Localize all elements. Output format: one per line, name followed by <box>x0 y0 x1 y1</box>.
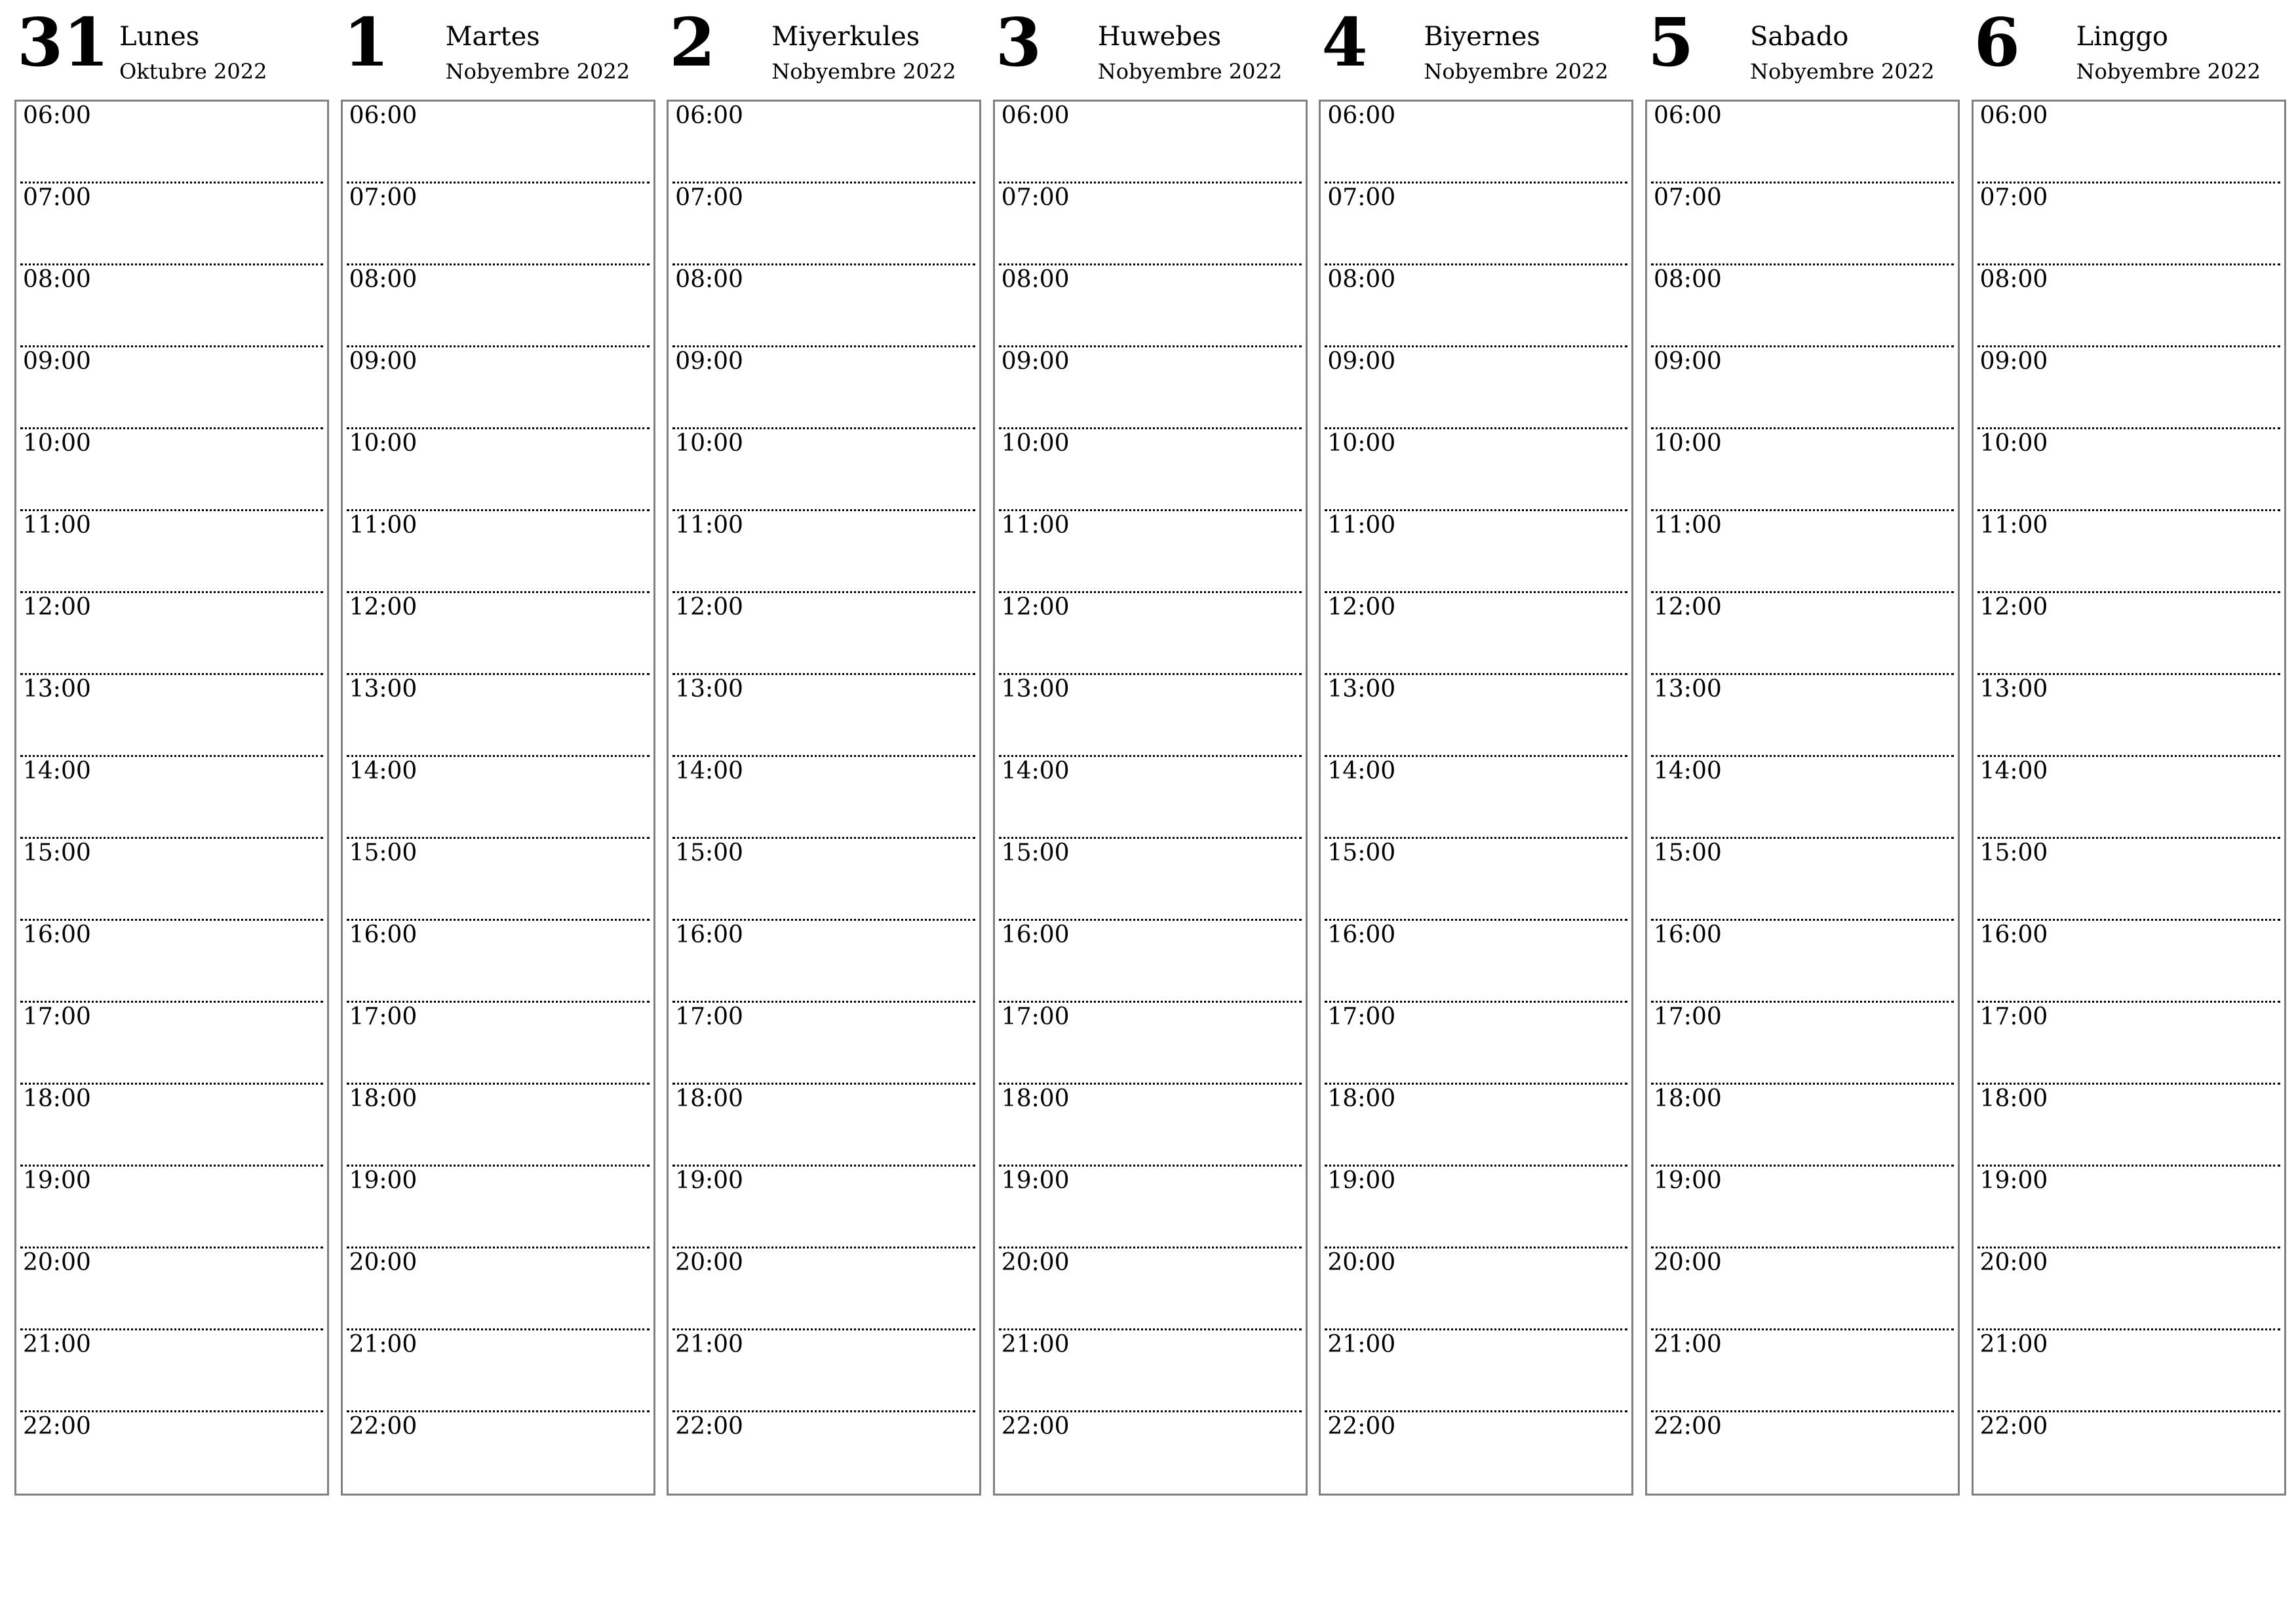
day-header <box>993 0 1306 98</box>
hour-slot[interactable] <box>1974 1412 2284 1494</box>
day-schedule-box[interactable] <box>1645 100 1960 1496</box>
hour-slot[interactable] <box>343 1167 653 1248</box>
hour-slot[interactable] <box>16 1085 327 1167</box>
hour-label: 16:00 <box>1001 921 1070 948</box>
hour-slot[interactable] <box>1974 347 2284 429</box>
hour-slot[interactable] <box>669 511 979 593</box>
hour-label: 09:00 <box>23 348 91 375</box>
day-schedule-box[interactable] <box>667 100 981 1496</box>
day-header <box>1972 0 2285 98</box>
hour-label: 13:00 <box>1327 676 1396 703</box>
hour-slot[interactable] <box>16 757 327 839</box>
hour-label: 15:00 <box>23 840 91 866</box>
hour-label: 14:00 <box>23 758 91 784</box>
hour-label: 15:00 <box>1654 840 1722 866</box>
hour-slot[interactable] <box>669 921 979 1003</box>
hour-label: 21:00 <box>1654 1331 1722 1358</box>
hour-slot[interactable] <box>1647 265 1958 347</box>
hour-label: 09:00 <box>1979 348 2048 375</box>
hour-slot[interactable] <box>995 1167 1306 1248</box>
hour-label: 19:00 <box>1327 1167 1396 1194</box>
hour-slot[interactable] <box>1974 675 2284 757</box>
hour-slot[interactable] <box>343 1412 653 1494</box>
weekday-name: Martes <box>445 22 540 52</box>
hour-label: 09:00 <box>349 348 418 375</box>
hour-slot[interactable] <box>669 839 979 921</box>
hour-label: 10:00 <box>23 430 91 457</box>
day-header <box>667 0 980 98</box>
hour-label: 17:00 <box>1979 1003 2048 1030</box>
hour-label: 18:00 <box>1001 1085 1070 1112</box>
hour-label: 19:00 <box>1654 1167 1722 1194</box>
day-number: 5 <box>1648 3 1694 81</box>
hour-slot[interactable] <box>343 429 653 511</box>
hour-slot[interactable] <box>343 511 653 593</box>
hour-slot[interactable] <box>343 347 653 429</box>
hour-label: 22:00 <box>1327 1413 1396 1440</box>
hour-slot[interactable] <box>16 593 327 675</box>
hour-label: 09:00 <box>675 348 743 375</box>
month-year: Nobyembre 2022 <box>1424 59 1608 84</box>
hour-slot[interactable] <box>16 102 327 184</box>
hour-slot[interactable] <box>995 184 1306 265</box>
hour-slot[interactable] <box>995 1330 1306 1412</box>
hour-slot[interactable] <box>16 1412 327 1494</box>
hour-label: 15:00 <box>1327 840 1396 866</box>
hour-label: 20:00 <box>1654 1249 1722 1276</box>
hour-label: 20:00 <box>349 1249 418 1276</box>
hour-label: 07:00 <box>23 184 91 211</box>
weekday-name: Huwebes <box>1097 22 1222 52</box>
hour-label: 21:00 <box>1001 1331 1070 1358</box>
hour-label: 13:00 <box>23 676 91 703</box>
hour-slot[interactable] <box>343 757 653 839</box>
hour-label: 17:00 <box>23 1003 91 1030</box>
hour-label: 07:00 <box>1001 184 1070 211</box>
hour-label: 07:00 <box>675 184 743 211</box>
hour-slot[interactable] <box>16 265 327 347</box>
hour-slot[interactable] <box>995 265 1306 347</box>
hour-label: 18:00 <box>23 1085 91 1112</box>
hour-slot[interactable] <box>343 1330 653 1412</box>
hour-slot[interactable] <box>1321 265 1631 347</box>
day-number: 4 <box>1321 3 1368 81</box>
hour-slot[interactable] <box>669 757 979 839</box>
hour-slot[interactable] <box>1321 921 1631 1003</box>
hour-slot[interactable] <box>1321 1167 1631 1248</box>
hour-slot[interactable] <box>1321 511 1631 593</box>
hour-slot[interactable] <box>343 593 653 675</box>
hour-label: 08:00 <box>1654 266 1722 293</box>
weekday-name: Biyernes <box>1424 22 1540 52</box>
hour-label: 08:00 <box>23 266 91 293</box>
hour-label: 10:00 <box>1001 430 1070 457</box>
hour-label: 16:00 <box>349 921 418 948</box>
hour-label: 19:00 <box>349 1167 418 1194</box>
hour-label: 14:00 <box>1327 758 1396 784</box>
hour-slot[interactable] <box>1321 102 1631 184</box>
hour-label: 13:00 <box>349 676 418 703</box>
hour-label: 19:00 <box>1979 1167 2048 1194</box>
hour-slot[interactable] <box>995 1248 1306 1330</box>
hour-label: 11:00 <box>1327 512 1396 539</box>
hour-label: 16:00 <box>1327 921 1396 948</box>
hour-label: 12:00 <box>1327 594 1396 621</box>
hour-slot[interactable] <box>343 102 653 184</box>
hour-slot[interactable] <box>995 921 1306 1003</box>
hour-label: 20:00 <box>675 1249 743 1276</box>
hour-label: 20:00 <box>1001 1249 1070 1276</box>
month-year: Nobyembre 2022 <box>771 59 956 84</box>
hour-label: 06:00 <box>1979 102 2048 129</box>
month-year: Nobyembre 2022 <box>1097 59 1283 84</box>
hour-label: 10:00 <box>675 430 743 457</box>
hour-slot[interactable] <box>16 184 327 265</box>
hour-label: 12:00 <box>1979 594 2048 621</box>
hour-slot[interactable] <box>1647 1085 1958 1167</box>
hour-slot[interactable] <box>995 347 1306 429</box>
hour-label: 20:00 <box>1979 1249 2048 1276</box>
hour-slot[interactable] <box>1974 1248 2284 1330</box>
day-number: 1 <box>343 3 389 81</box>
hour-slot[interactable] <box>343 1003 653 1085</box>
hour-slot[interactable] <box>669 1412 979 1494</box>
hour-slot[interactable] <box>1647 675 1958 757</box>
hour-slot[interactable] <box>343 839 653 921</box>
hour-slot[interactable] <box>1647 839 1958 921</box>
hour-slot[interactable] <box>1974 1085 2284 1167</box>
hour-slot[interactable] <box>995 1003 1306 1085</box>
hour-slot[interactable] <box>343 675 653 757</box>
hour-label: 14:00 <box>1979 758 2048 784</box>
hour-slot[interactable] <box>995 1412 1306 1494</box>
hour-label: 11:00 <box>1979 512 2048 539</box>
hour-label: 19:00 <box>23 1167 91 1194</box>
hour-slot[interactable] <box>16 839 327 921</box>
hour-label: 21:00 <box>1327 1331 1396 1358</box>
day-schedule-box[interactable] <box>14 100 329 1496</box>
month-year: Oktubre 2022 <box>119 59 267 84</box>
hour-label: 13:00 <box>1654 676 1722 703</box>
hour-label: 14:00 <box>1001 758 1070 784</box>
hour-slot[interactable] <box>1974 1167 2284 1248</box>
hour-label: 09:00 <box>1327 348 1396 375</box>
hour-label: 12:00 <box>1001 594 1070 621</box>
hour-label: 20:00 <box>23 1249 91 1276</box>
hour-slot[interactable] <box>343 1085 653 1167</box>
hour-label: 20:00 <box>1327 1249 1396 1276</box>
hour-label: 18:00 <box>1327 1085 1396 1112</box>
hour-label: 06:00 <box>23 102 91 129</box>
hour-label: 17:00 <box>1327 1003 1396 1030</box>
hour-label: 19:00 <box>1001 1167 1070 1194</box>
hour-label: 07:00 <box>1654 184 1722 211</box>
hour-label: 16:00 <box>675 921 743 948</box>
hour-label: 10:00 <box>349 430 418 457</box>
day-schedule-box[interactable] <box>341 100 655 1496</box>
hour-slot[interactable] <box>995 1085 1306 1167</box>
hour-slot[interactable] <box>1647 184 1958 265</box>
hour-slot[interactable] <box>995 102 1306 184</box>
hour-label: 22:00 <box>349 1413 418 1440</box>
hour-slot[interactable] <box>16 921 327 1003</box>
hour-label: 13:00 <box>1001 676 1070 703</box>
hour-slot[interactable] <box>669 347 979 429</box>
day-header <box>1319 0 1632 98</box>
hour-label: 11:00 <box>1001 512 1070 539</box>
hour-slot[interactable] <box>1321 1412 1631 1494</box>
hour-label: 21:00 <box>675 1331 743 1358</box>
hour-slot[interactable] <box>1974 757 2284 839</box>
hour-slot[interactable] <box>16 1330 327 1412</box>
hour-label: 15:00 <box>675 840 743 866</box>
hour-label: 08:00 <box>1001 266 1070 293</box>
hour-slot[interactable] <box>669 675 979 757</box>
hour-slot[interactable] <box>343 265 653 347</box>
hour-slot[interactable] <box>16 1003 327 1085</box>
hour-label: 14:00 <box>349 758 418 784</box>
hour-label: 22:00 <box>1654 1413 1722 1440</box>
hour-label: 11:00 <box>23 512 91 539</box>
hour-slot[interactable] <box>1647 1330 1958 1412</box>
hour-slot[interactable] <box>1974 593 2284 675</box>
hour-slot[interactable] <box>1974 1330 2284 1412</box>
hour-label: 07:00 <box>1327 184 1396 211</box>
hour-slot[interactable] <box>1974 839 2284 921</box>
hour-slot[interactable] <box>1321 675 1631 757</box>
hour-slot[interactable] <box>995 511 1306 593</box>
day-header <box>341 0 654 98</box>
day-schedule-box[interactable] <box>1319 100 1633 1496</box>
day-number: 3 <box>995 3 1042 81</box>
hour-slot[interactable] <box>1321 429 1631 511</box>
hour-slot[interactable] <box>343 1248 653 1330</box>
month-year: Nobyembre 2022 <box>2076 59 2261 84</box>
day-header <box>1645 0 1958 98</box>
hour-label: 12:00 <box>1654 594 1722 621</box>
hour-label: 13:00 <box>675 676 743 703</box>
day-number: 2 <box>669 3 716 81</box>
hour-slot[interactable] <box>669 1003 979 1085</box>
hour-label: 18:00 <box>1979 1085 2048 1112</box>
hour-slot[interactable] <box>16 1248 327 1330</box>
hour-label: 17:00 <box>1001 1003 1070 1030</box>
hour-label: 10:00 <box>1979 430 2048 457</box>
hour-slot[interactable] <box>1974 265 2284 347</box>
hour-label: 06:00 <box>1654 102 1722 129</box>
hour-label: 22:00 <box>675 1413 743 1440</box>
hour-label: 15:00 <box>1979 840 2048 866</box>
hour-slot[interactable] <box>669 265 979 347</box>
hour-label: 06:00 <box>1327 102 1396 129</box>
month-year: Nobyembre 2022 <box>1750 59 1935 84</box>
hour-label: 16:00 <box>1654 921 1722 948</box>
hour-slot[interactable] <box>669 593 979 675</box>
hour-label: 16:00 <box>23 921 91 948</box>
hour-slot[interactable] <box>1321 839 1631 921</box>
hour-slot[interactable] <box>1647 1412 1958 1494</box>
day-number: 31 <box>17 3 109 81</box>
hour-slot[interactable] <box>1974 1003 2284 1085</box>
hour-label: 16:00 <box>1979 921 2048 948</box>
weekday-name: Linggo <box>2076 22 2169 52</box>
hour-slot[interactable] <box>1321 593 1631 675</box>
hour-label: 18:00 <box>1654 1085 1722 1112</box>
hour-label: 06:00 <box>1001 102 1070 129</box>
hour-slot[interactable] <box>1321 184 1631 265</box>
hour-label: 22:00 <box>1979 1413 2048 1440</box>
hour-slot[interactable] <box>16 347 327 429</box>
hour-label: 11:00 <box>349 512 418 539</box>
hour-slot[interactable] <box>669 1085 979 1167</box>
hour-label: 11:00 <box>675 512 743 539</box>
weekday-name: Miyerkules <box>771 22 920 52</box>
hour-slot[interactable] <box>1647 757 1958 839</box>
hour-slot[interactable] <box>16 511 327 593</box>
hour-label: 14:00 <box>675 758 743 784</box>
hour-slot[interactable] <box>16 1167 327 1248</box>
day-header <box>14 0 328 98</box>
hour-slot[interactable] <box>1321 1085 1631 1167</box>
hour-slot[interactable] <box>669 184 979 265</box>
hour-slot[interactable] <box>1647 921 1958 1003</box>
hour-slot[interactable] <box>1321 757 1631 839</box>
hour-slot[interactable] <box>1974 921 2284 1003</box>
hour-label: 12:00 <box>23 594 91 621</box>
hour-label: 11:00 <box>1654 512 1722 539</box>
hour-slot[interactable] <box>669 102 979 184</box>
hour-label: 13:00 <box>1979 676 2048 703</box>
hour-slot[interactable] <box>1321 1248 1631 1330</box>
hour-label: 10:00 <box>1654 430 1722 457</box>
hour-label: 22:00 <box>1001 1413 1070 1440</box>
day-number: 6 <box>1974 3 2020 81</box>
hour-label: 15:00 <box>1001 840 1070 866</box>
hour-slot[interactable] <box>343 921 653 1003</box>
hour-slot[interactable] <box>1321 1330 1631 1412</box>
hour-label: 17:00 <box>1654 1003 1722 1030</box>
month-year: Nobyembre 2022 <box>445 59 631 84</box>
weekday-name: Sabado <box>1750 22 1849 52</box>
hour-label: 12:00 <box>349 594 418 621</box>
hour-slot[interactable] <box>16 429 327 511</box>
hour-label: 08:00 <box>349 266 418 293</box>
hour-slot[interactable] <box>995 429 1306 511</box>
hour-label: 18:00 <box>675 1085 743 1112</box>
hour-label: 08:00 <box>1327 266 1396 293</box>
hour-label: 21:00 <box>349 1331 418 1358</box>
hour-label: 07:00 <box>349 184 418 211</box>
hour-label: 22:00 <box>23 1413 91 1440</box>
hour-slot[interactable] <box>669 429 979 511</box>
hour-label: 10:00 <box>1327 430 1396 457</box>
hour-label: 19:00 <box>675 1167 743 1194</box>
hour-slot[interactable] <box>1647 593 1958 675</box>
weekday-name: Lunes <box>119 22 200 52</box>
hour-slot[interactable] <box>1321 1003 1631 1085</box>
hour-slot[interactable] <box>1647 511 1958 593</box>
hour-slot[interactable] <box>995 839 1306 921</box>
hour-label: 18:00 <box>349 1085 418 1112</box>
hour-slot[interactable] <box>1647 347 1958 429</box>
hour-slot[interactable] <box>1974 429 2284 511</box>
hour-slot[interactable] <box>343 184 653 265</box>
hour-slot[interactable] <box>1647 102 1958 184</box>
hour-label: 07:00 <box>1979 184 2048 211</box>
hour-slot[interactable] <box>1647 1003 1958 1085</box>
hour-slot[interactable] <box>1974 102 2284 184</box>
hour-slot[interactable] <box>1647 1248 1958 1330</box>
hour-slot[interactable] <box>1647 1167 1958 1248</box>
hour-label: 09:00 <box>1001 348 1070 375</box>
hour-label: 06:00 <box>349 102 418 129</box>
hour-label: 15:00 <box>349 840 418 866</box>
hour-slot[interactable] <box>1647 429 1958 511</box>
hour-label: 14:00 <box>1654 758 1722 784</box>
day-schedule-box[interactable] <box>1972 100 2286 1496</box>
hour-slot[interactable] <box>669 1330 979 1412</box>
hour-slot[interactable] <box>16 675 327 757</box>
hour-slot[interactable] <box>995 593 1306 675</box>
hour-label: 12:00 <box>675 594 743 621</box>
hour-label: 08:00 <box>1979 266 2048 293</box>
hour-slot[interactable] <box>669 1248 979 1330</box>
hour-label: 08:00 <box>675 266 743 293</box>
hour-label: 06:00 <box>675 102 743 129</box>
hour-slot[interactable] <box>995 757 1306 839</box>
hour-slot[interactable] <box>995 675 1306 757</box>
hour-label: 17:00 <box>675 1003 743 1030</box>
hour-slot[interactable] <box>1974 184 2284 265</box>
day-schedule-box[interactable] <box>993 100 1308 1496</box>
hour-slot[interactable] <box>1321 347 1631 429</box>
hour-slot[interactable] <box>669 1167 979 1248</box>
hour-label: 21:00 <box>1979 1331 2048 1358</box>
hour-slot[interactable] <box>1974 511 2284 593</box>
hour-label: 17:00 <box>349 1003 418 1030</box>
hour-label: 09:00 <box>1654 348 1722 375</box>
hour-label: 21:00 <box>23 1331 91 1358</box>
